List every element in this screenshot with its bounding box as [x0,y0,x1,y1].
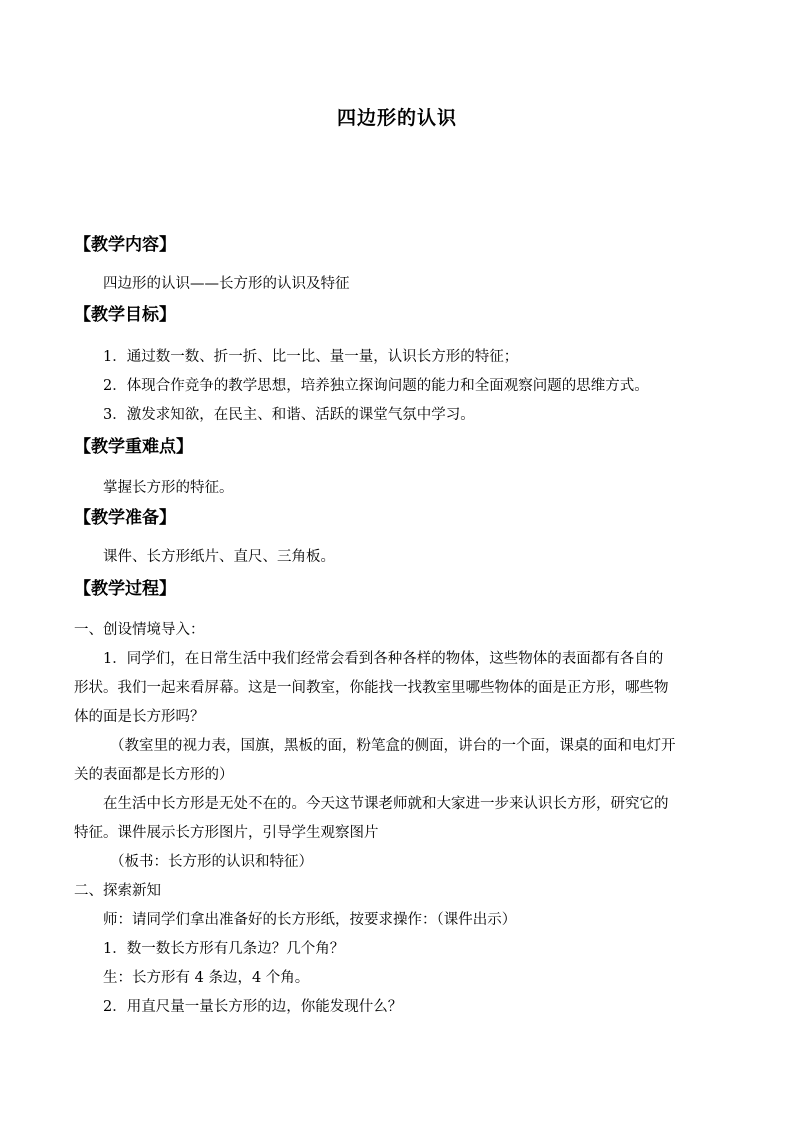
section-heading-key-points: 【教学重难点】 [74,437,193,457]
process-paragraph-7: 生：长方形有 4 条边，4 个角。 [103,970,310,986]
process-part1-title: 一、创设情境导入： [74,622,205,638]
section-heading-content: 【教学内容】 [74,235,176,255]
process-paragraph-5: 师：请同学们拿出准备好的长方形纸，按要求操作：（课件出示） [103,912,517,928]
section-heading-process: 【教学过程】 [74,579,176,599]
process-paragraph-4: （板书：长方形的认识和特征） [110,854,313,870]
document-title: 四边形的认识 [336,107,457,129]
process-part2-title: 二、探索新知 [74,883,161,899]
process-paragraph-3-line-2: 特征。课件展示长方形图片，引导学生观察图片 [74,825,379,841]
goal-item-1: 1．通过数一数、折一折、比一比、量一量，认识长方形的特征； [103,349,519,365]
preparation-text: 课件、长方形纸片、直尺、三角板。 [103,549,335,565]
process-paragraph-1-line-2: 形状。我们一起来看屏幕。这是一间教室，你能找一找教室里哪些物体的面是正方形，哪些物 [74,680,669,696]
process-paragraph-6: 1．数一数长方形有几条边？几个角？ [103,941,345,957]
process-paragraph-1-line-1: 1．同学们，在日常生活中我们经常会看到各种各样的物体，这些物体的表面都有各自的 [103,651,664,667]
process-paragraph-8: 2．用直尺量一量长方形的边，你能发现什么？ [103,999,403,1015]
process-paragraph-1-line-3: 体的面是长方形吗？ [74,709,205,725]
section-heading-preparation: 【教学准备】 [74,508,176,528]
content-text: 四边形的认识——长方形的认识及特征 [103,276,350,292]
process-paragraph-2-line-2: 关的表面都是长方形的） [74,767,234,783]
goal-item-2: 2．体现合作竞争的教学思想，培养独立探询问题的能力和全面观察问题的思维方式。 [103,378,649,394]
process-paragraph-2-line-1: （教室里的视力表，国旗，黑板的面，粉笔盒的侧面，讲台的一个面，课桌的面和电灯开 [110,738,676,754]
goal-item-3: 3．激发求知欲，在民主、和谐、活跃的课堂气氛中学习。 [103,407,475,423]
process-paragraph-3-line-1: 在生活中长方形是无处不在的。今天这节课老师就和大家进一步来认识长方形，研究它的 [103,796,669,812]
section-heading-goals: 【教学目标】 [74,305,176,325]
key-points-text: 掌握长方形的特征。 [103,480,234,496]
